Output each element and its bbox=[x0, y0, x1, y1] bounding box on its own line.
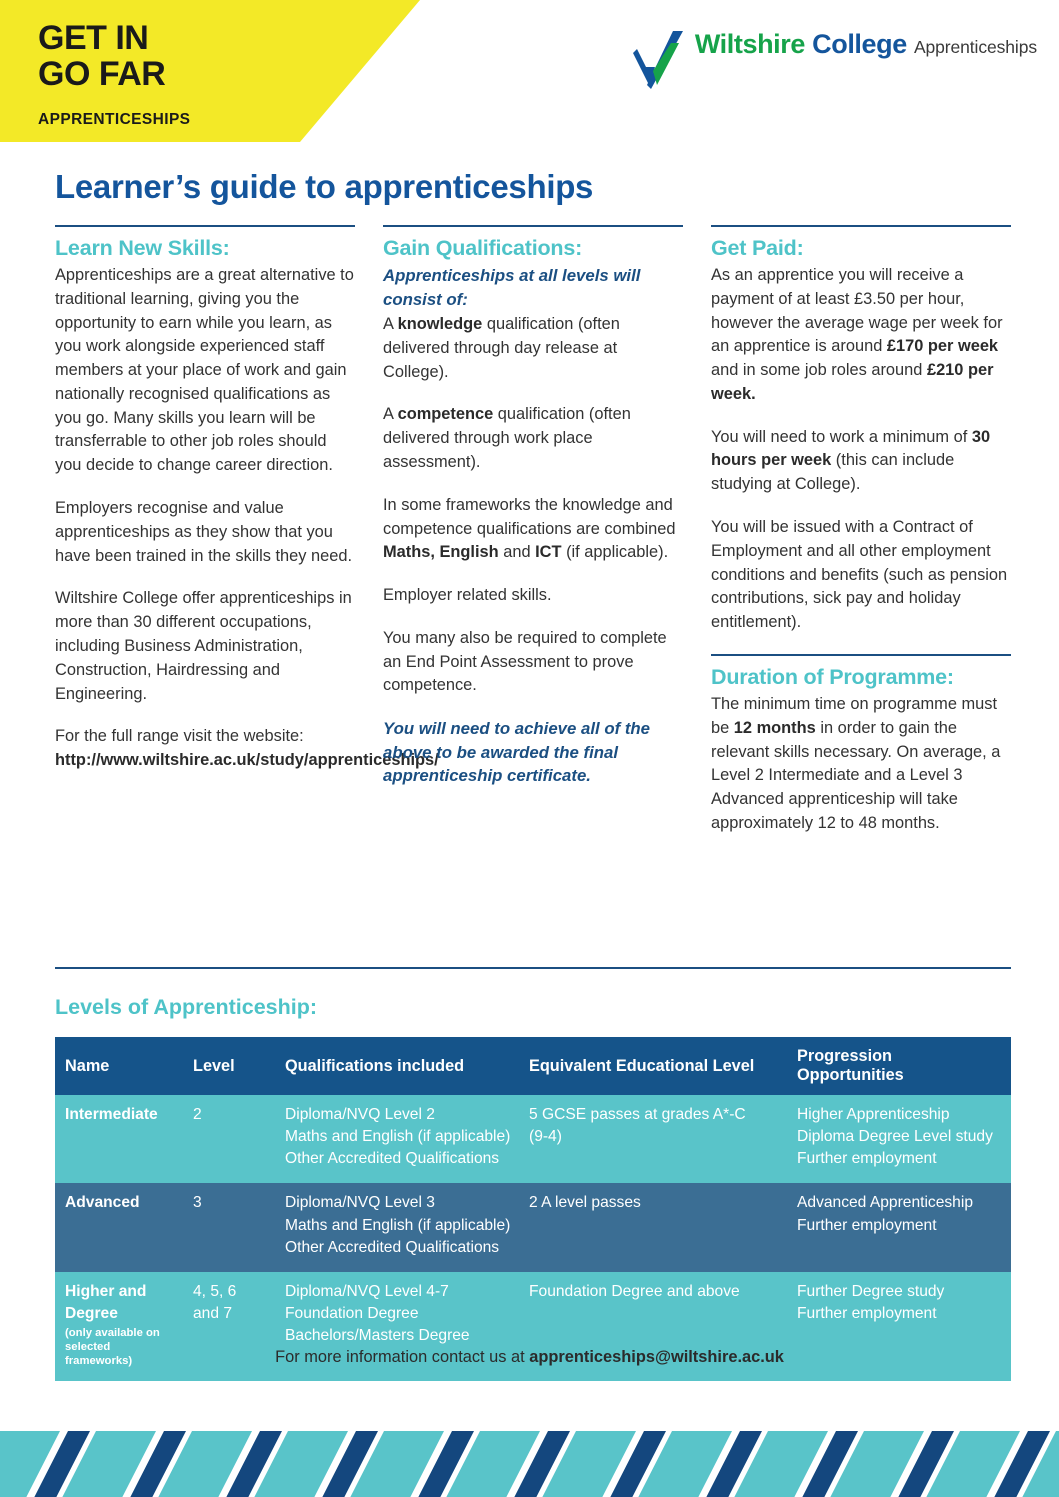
levels-divider bbox=[55, 967, 1011, 969]
prog-line: Further Degree study bbox=[797, 1282, 945, 1300]
main-content bbox=[55, 168, 1011, 836]
levels-section bbox=[55, 967, 1011, 1381]
qual-line: Maths and English (if applicable) bbox=[285, 1128, 511, 1146]
logo-word-college: College bbox=[812, 29, 907, 59]
hours-pre: You will need to work a minimum of bbox=[711, 427, 972, 446]
hours-bold: 30 hours per week bbox=[711, 427, 991, 470]
column-header-level: Level bbox=[183, 1037, 275, 1095]
cell-equivalent bbox=[519, 1095, 787, 1183]
wiltshire-college-logo bbox=[629, 25, 1037, 89]
cell-name bbox=[55, 1183, 183, 1271]
equiv-line: (9-4) bbox=[529, 1128, 562, 1146]
prog-line: Further employment bbox=[797, 1150, 937, 1168]
row-name-text: Higher and Degree bbox=[65, 1282, 147, 1322]
qual-line: Diploma/NVQ Level 2 bbox=[285, 1106, 435, 1123]
website-lead-text: For the full range visit the website: bbox=[55, 727, 304, 746]
paragraph-skills-3: Wiltshire College offer apprenticeships in more than 30 different occupations, including Business Administration, Construction, Hairdressing and Engineering. bbox=[55, 589, 352, 703]
page-title: Learner’s guide to apprenticeships bbox=[55, 168, 594, 205]
qual-line: Diploma/NVQ Level 3 bbox=[285, 1194, 435, 1212]
level-line: 3 bbox=[193, 1194, 202, 1212]
website-url[interactable]: http://www.wiltshire.ac.uk/study/apprenticeships/ bbox=[55, 751, 439, 770]
paragraph-website bbox=[55, 725, 439, 773]
equiv-line: 2 A level passes bbox=[529, 1194, 641, 1212]
column-header-progression: Progression Opportunities bbox=[787, 1037, 1011, 1095]
table-header-row bbox=[55, 1037, 1011, 1095]
cell-name bbox=[55, 1095, 183, 1183]
combined-and: and bbox=[498, 543, 536, 562]
page-header bbox=[0, 0, 1059, 142]
pay-pre: As an apprentice you will receive a payment of at least £3.50 per hour, however the average wage per week for an apprentice is around bbox=[711, 266, 1003, 356]
logo-word-wiltshire: Wiltshire bbox=[694, 29, 806, 59]
heading-gain-qualifications: Gain Qualifications: bbox=[383, 236, 583, 260]
paragraph-duration bbox=[711, 693, 1011, 836]
paragraph-end-point-assessment: You many also be required to complete an End Point Assessment to prove competence. bbox=[383, 628, 667, 695]
paragraph-skills-1: Apprenticeships are a great alternative to traditional learning, giving you the opportunity to earn while you learn, as you work alongside experienced staff members at your place of work and gain nationally recognised qualifications as you go. Many skills you learn will be transferrable to other job roles should you decide to change career direction. bbox=[55, 266, 354, 475]
paragraph-contract-benefits: You will be issued with a Contract of Employment and all other employment conditions and benefits (such as pension contributions, sick pay and holiday entitlement). bbox=[711, 518, 1008, 632]
competence-post: qualification (often delivered through work place assessment). bbox=[383, 405, 631, 471]
level-line: 4, 5, 6 bbox=[193, 1282, 237, 1300]
heading-levels-of-apprenticeship: Levels of Apprenticeship: bbox=[55, 995, 318, 1019]
logo-tagline: Apprenticeships bbox=[913, 37, 1037, 57]
three-column-layout bbox=[55, 225, 1011, 836]
paragraph-combined-frameworks bbox=[383, 494, 683, 565]
paragraph-knowledge-qualification bbox=[383, 313, 683, 384]
paragraph-minimum-hours bbox=[711, 426, 1011, 497]
campaign-slogan-line2: GO FAR bbox=[38, 55, 166, 94]
table-row bbox=[55, 1095, 1011, 1183]
qual-line: Diploma/NVQ Level 4-7 bbox=[285, 1282, 449, 1300]
level-line: 2 bbox=[193, 1106, 202, 1123]
duration-divider bbox=[711, 654, 1011, 656]
campaign-slogan-line1: GET IN bbox=[38, 19, 149, 57]
paragraph-employer-skills: Employer related skills. bbox=[383, 586, 552, 605]
column-learn-new-skills bbox=[55, 225, 439, 836]
column-header-name: Name bbox=[55, 1037, 183, 1095]
column-header-qualifications: Qualifications included bbox=[275, 1037, 519, 1095]
qual-line: Maths and English (if applicable) bbox=[285, 1216, 511, 1234]
cell-level bbox=[183, 1095, 275, 1183]
knowledge-pre: A bbox=[383, 315, 398, 334]
level-line: and 7 bbox=[193, 1304, 233, 1322]
paragraph-pay-rates bbox=[711, 264, 1011, 407]
checkmark-icon bbox=[629, 27, 691, 89]
cell-qualifications bbox=[275, 1095, 519, 1183]
qual-line: Other Accredited Qualifications bbox=[285, 1238, 500, 1256]
cell-progression bbox=[787, 1183, 1011, 1271]
column-header-equivalent: Equivalent Educational Level bbox=[519, 1037, 787, 1095]
hours-post: (this can include studying at College). bbox=[711, 451, 955, 494]
campaign-slogan bbox=[38, 20, 165, 92]
paragraph-competence-qualification bbox=[383, 403, 683, 474]
competence-pre: A bbox=[383, 405, 398, 424]
combined-ict: ICT bbox=[535, 543, 562, 562]
contact-line bbox=[0, 1348, 1059, 1367]
column-divider-3 bbox=[711, 225, 1011, 227]
duration-bold: 12 months bbox=[733, 718, 816, 737]
knowledge-post: qualification (often delivered through day release at College). bbox=[383, 315, 620, 381]
cell-equivalent bbox=[519, 1183, 787, 1271]
paragraph-skills-2: Employers recognise and value apprenticeships as they show that you have been trained in the skills they need. bbox=[55, 499, 353, 565]
levels-table bbox=[55, 1037, 1011, 1381]
heading-duration-of-programme: Duration of Programme: bbox=[711, 664, 954, 689]
column-gain-qualifications bbox=[383, 225, 683, 836]
pay-210: £210 per week. bbox=[711, 361, 994, 403]
prog-line: Further employment bbox=[797, 1216, 937, 1234]
pay-170: £170 per week bbox=[886, 337, 999, 356]
prog-line: Further employment bbox=[797, 1304, 937, 1322]
combined-pre: In some frameworks the knowledge and competence qualifications are combined bbox=[383, 495, 676, 538]
cell-level bbox=[183, 1183, 275, 1271]
column-divider-2 bbox=[383, 225, 683, 227]
qualifications-lead: Apprenticeships at all levels will consist of: bbox=[383, 266, 641, 309]
prog-line: Higher Apprenticeship bbox=[797, 1106, 950, 1123]
duration-post: in order to gain the relevant skills necessary. On average, a Level 2 Intermediate and a Level 3 Advanced apprenticeship will take approximately 12 to 48 months. bbox=[711, 718, 1001, 832]
combined-maths-english: Maths, English bbox=[383, 543, 499, 562]
logo-wordmark bbox=[695, 25, 1037, 59]
equiv-line: Foundation Degree and above bbox=[529, 1282, 740, 1300]
qual-line: Other Accredited Qualifications bbox=[285, 1150, 500, 1168]
table-row bbox=[55, 1183, 1011, 1271]
column-divider-1 bbox=[55, 225, 355, 227]
cell-qualifications bbox=[275, 1183, 519, 1271]
column-get-paid bbox=[711, 225, 1011, 836]
row-name-text: Intermediate bbox=[65, 1106, 158, 1123]
prog-line: Advanced Apprenticeship bbox=[797, 1194, 973, 1212]
contact-email[interactable]: apprenticeships@wiltshire.ac.uk bbox=[529, 1348, 784, 1366]
pay-mid: and in some job roles around bbox=[711, 361, 927, 380]
row-name-text: Advanced bbox=[65, 1194, 140, 1212]
combined-post: (if applicable). bbox=[561, 543, 669, 562]
row-name-note: (only available on selected frameworks) bbox=[65, 1327, 160, 1367]
campaign-subtitle: APPRENTICESHIPS bbox=[38, 111, 191, 128]
qual-line: Foundation Degree bbox=[285, 1304, 419, 1322]
duration-pre: The minimum time on programme must be bbox=[711, 694, 998, 737]
contact-lead-text: For more information contact us at bbox=[275, 1348, 530, 1366]
logo-title bbox=[695, 29, 914, 59]
prog-line: Diploma Degree Level study bbox=[797, 1128, 993, 1146]
equiv-line: 5 GCSE passes at grades A*-C bbox=[529, 1106, 746, 1123]
qual-line: Bachelors/Masters Degree bbox=[285, 1327, 470, 1345]
competence-bold: competence bbox=[397, 405, 494, 424]
knowledge-bold: knowledge bbox=[397, 315, 483, 334]
heading-get-paid: Get Paid: bbox=[711, 236, 804, 260]
decorative-stripe-band bbox=[0, 1431, 1059, 1497]
heading-learn-new-skills: Learn New Skills: bbox=[55, 236, 230, 260]
qualifications-closing: You will need to achieve all of the above to be awarded the final apprenticeship certificate. bbox=[383, 719, 651, 786]
cell-progression bbox=[787, 1095, 1011, 1183]
